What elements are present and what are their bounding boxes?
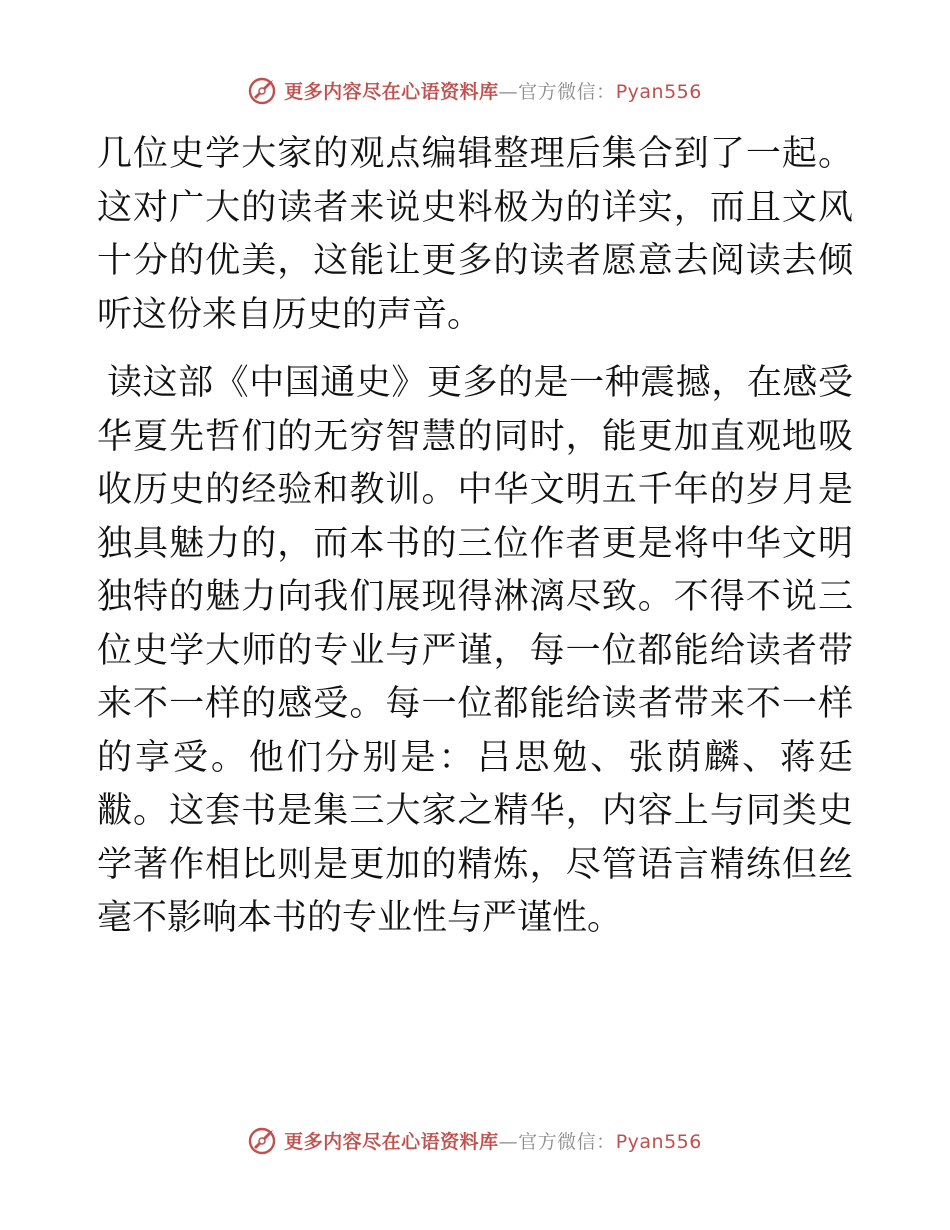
header-brand-text: 更多内容尽在心语资料库 [284,80,499,103]
header-wechat-label: 官方微信： [518,80,616,103]
header-wechat-id: Pyan556 [615,80,702,103]
paragraph-2: 读这部《中国通史》更多的是一种震撼，在感受华夏先哲们的无穷智慧的同时，能更加直观地吸收历史的经验和教训。中华文明五千年的岁月是独具魅力的，而本书的三位作者更是将中华文明独特的魅力向我们展现得淋漓尽致。不得不说三位史学大师的专业与严谨，每一位都能给读者带来不一样的感受。每一位都能给读者带来不一样的享受。他们分别是：吕思勉、张荫麟、蒋廷黻。这套书是集三大家之精华，内容上与同类史学著作相比则是更加的精炼，尽管语言精练但丝毫不影响本书的专业性与严谨性。 [97,363,853,938]
footer-brand-text: 更多内容尽在心语资料库 [284,1130,499,1153]
footer-wechat-id: Pyan556 [615,1130,702,1153]
pen-circle-logo-icon [248,75,278,105]
footer-wechat-label: 官方微信： [518,1130,616,1153]
footer-banner [0,1120,950,1160]
pen-circle-logo-icon [248,1125,278,1155]
footer-dash: — [498,1130,519,1153]
header-dash: — [498,80,519,103]
header-banner [0,70,950,110]
document-body [97,128,853,946]
paragraph-1: 几位史学大家的观点编辑整理后集合到了一起。这对广大的读者来说史料极为的详实，而且文风十分的优美，这能让更多的读者愿意去阅读去倾听这份来自历史的声音。 [97,134,853,335]
